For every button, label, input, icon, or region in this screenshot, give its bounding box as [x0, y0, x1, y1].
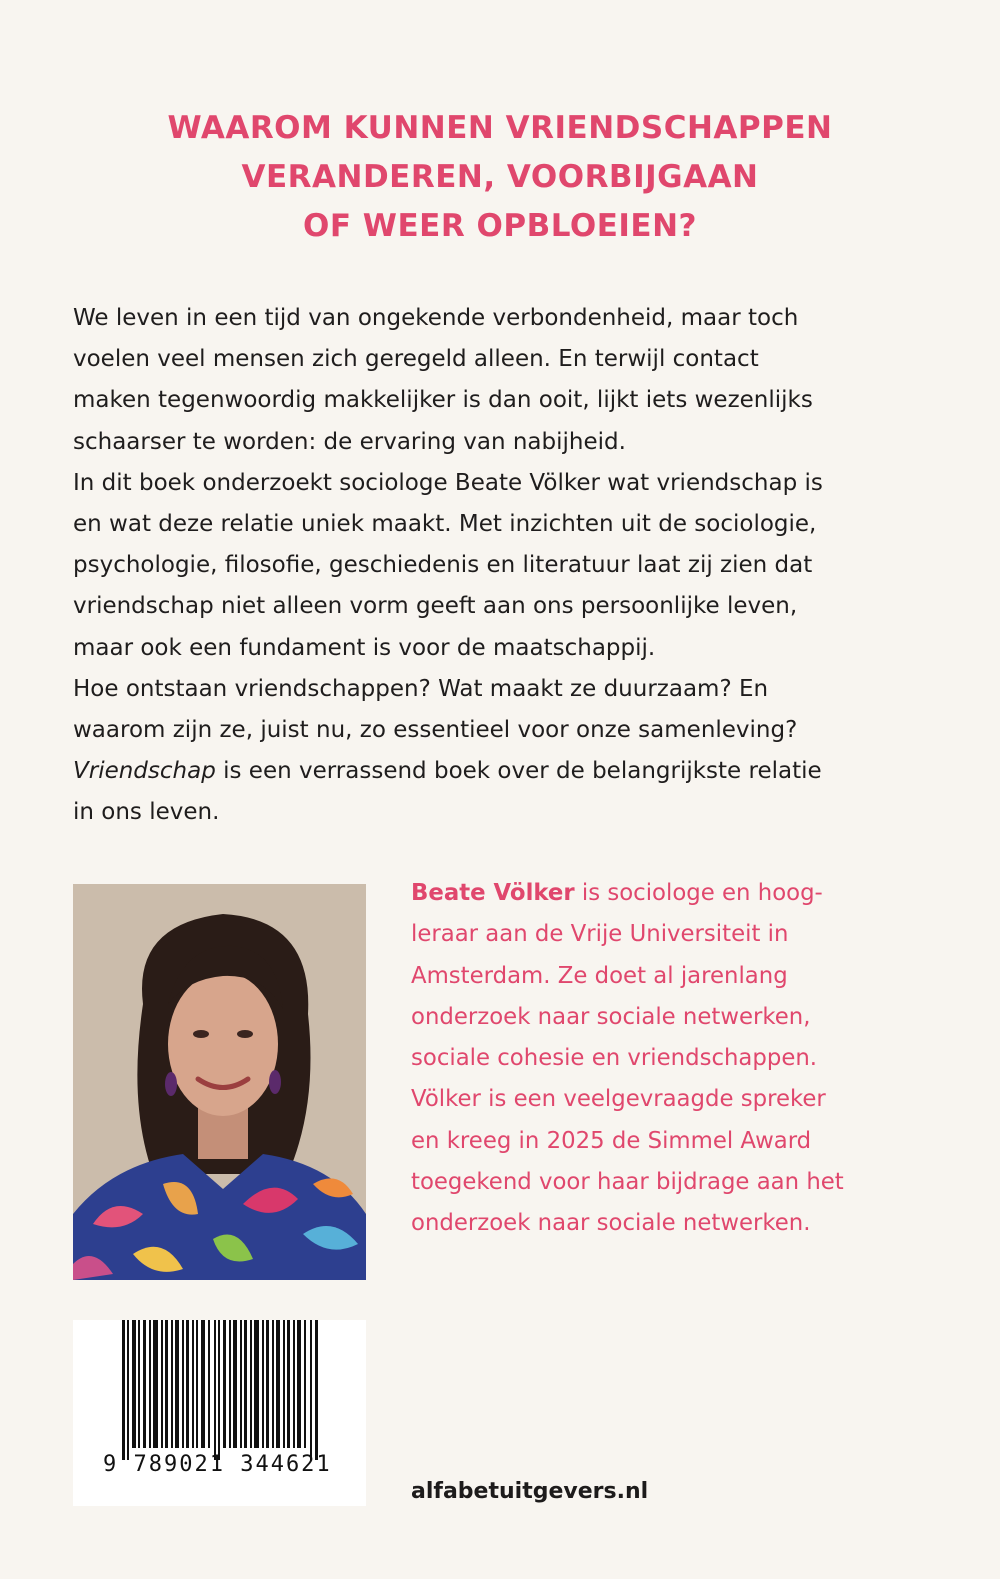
author-name: Beate Völker [411, 880, 575, 906]
author-photo [73, 884, 366, 1280]
bio-line: leraar aan de Vrije Universiteit in [411, 921, 789, 948]
headline-line: VERANDEREN, VOORBIJGAAN [241, 159, 759, 195]
blurb-line: vriendschap niet alleen vorm geeft aan ons persoonlijke leven, [73, 593, 798, 620]
headline-line: WAAROM KUNNEN VRIENDSCHAPPEN [167, 110, 833, 146]
cover-headline [60, 104, 940, 251]
blurb-line: maken tegenwoordig makkelijker is dan ooit, lijkt iets wezenlijks [73, 387, 813, 414]
bio-line: sociale cohesie en vriendschappen. [411, 1045, 818, 1072]
author-bio [411, 873, 931, 1245]
book-blurb [73, 298, 933, 834]
blurb-line: voelen veel mensen zich geregeld alleen. En terwijl contact [73, 346, 759, 373]
bio-line: onderzoek naar sociale netwerken, [411, 1003, 811, 1030]
blurb-line: in ons leven. [73, 799, 220, 826]
blurb-line: We leven in een tijd van ongekende verbondenheid, maar toch [73, 305, 799, 331]
headline-line: OF WEER OPBLOEIEN? [302, 208, 698, 244]
blurb-line: Hoe ontstaan vriendschappen? Wat maakt ze duurzaam? En [73, 675, 769, 702]
bio-line-rest: is sociologe en hoog- [574, 880, 823, 906]
bio-line: Amsterdam. Ze doet al jarenlang [411, 962, 788, 989]
blurb-line: schaarser te worden: de ervaring van nabijheid. [73, 428, 626, 455]
isbn-barcode [73, 1320, 366, 1506]
blurb-line [73, 751, 933, 792]
publisher-url[interactable]: alfabetuitgevers.nl [411, 1479, 649, 1504]
blurb-line-rest: is een verrassend boek over de belangrijkste relatie [215, 758, 822, 785]
blurb-line: In dit boek onderzoekt sociologe Beate Völker wat vriendschap is [73, 469, 823, 496]
author-portrait-icon [73, 884, 366, 1280]
bio-line: toegekend voor haar bijdrage aan het [411, 1169, 844, 1196]
barcode-icon [118, 1320, 328, 1460]
bio-line: en kreeg in 2025 de Simmel Award [411, 1127, 812, 1154]
blurb-line: waarom zijn ze, juist nu, zo essentieel voor onze samenleving? [73, 717, 798, 744]
isbn-number: 9 789021 344621 [103, 1452, 332, 1477]
blurb-line: maar ook een fundament is voor de maatschappij. [73, 634, 656, 661]
blurb-line: en wat deze relatie uniek maakt. Met inzichten uit de sociologie, [73, 511, 817, 538]
bio-line: onderzoek naar sociale netwerken. [411, 1210, 811, 1237]
bio-line [411, 873, 931, 914]
blurb-line: psychologie, filosofie, geschiedenis en literatuur laat zij zien dat [73, 552, 813, 579]
bio-line: Völker is een veelgevraagde spreker [411, 1086, 826, 1113]
book-title-italic: Vriendschap [73, 758, 216, 785]
